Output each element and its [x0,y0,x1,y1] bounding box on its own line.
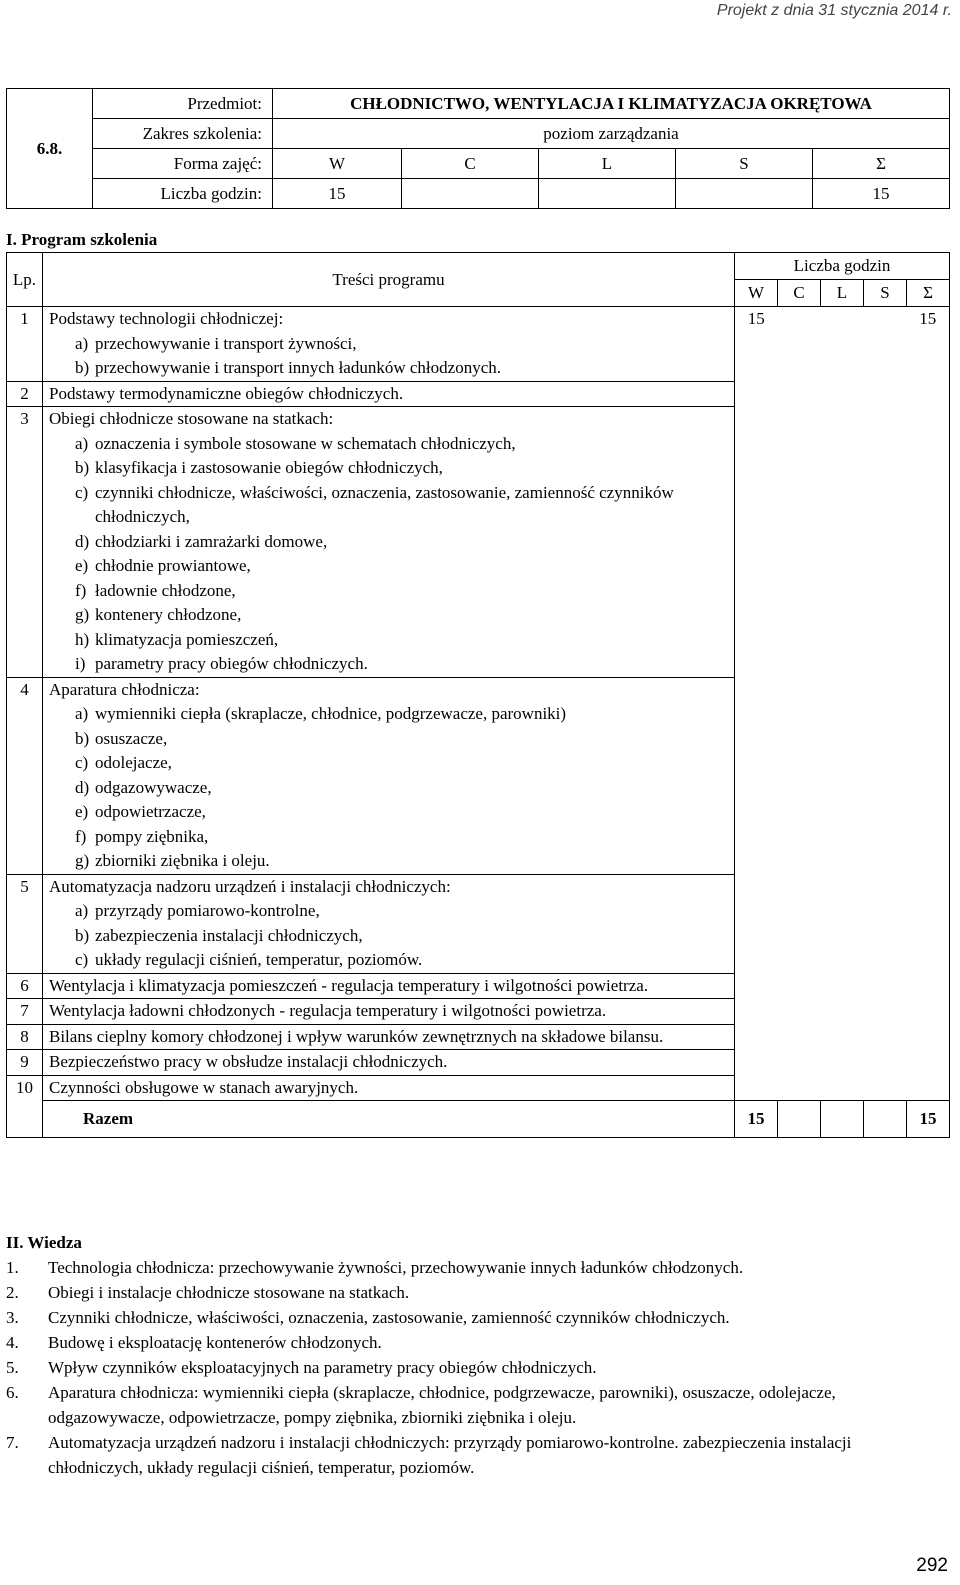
row-hours-w [735,874,778,973]
hours-col-s: S [864,280,907,307]
program-row [7,973,950,999]
row-subitem [49,530,730,555]
row-hours-s [864,407,907,678]
row-subitem [49,356,730,381]
row-number: 2 [7,381,43,407]
subitem-letter: c) [75,950,89,969]
row-hours-sum [907,874,950,973]
row-content [43,1050,735,1076]
program-row [7,874,950,973]
row-hours-sum [907,677,950,874]
row-hours-w [735,1024,778,1050]
subitem-text: czynniki chłodnicze, właściwości, oznaczenia, zastosowanie, zamienność czynników chłodniczych, [95,482,674,526]
row-hours-c [778,874,821,973]
knowledge-list [6,1255,946,1480]
row-hours-w [735,1050,778,1076]
row-hours-c [778,1075,821,1101]
hours-c [402,179,539,209]
row-hours-s [864,381,907,407]
subject-info-table [6,88,950,209]
subject-number: 6.8. [7,89,93,209]
document-header-note: Projekt z dnia 31 stycznia 2014 r. [716,2,952,19]
row-number: 8 [7,1024,43,1050]
row-hours-l [821,1024,864,1050]
knowledge-item [6,1330,946,1355]
row-title: Wentylacja i klimatyzacja pomieszczeń - regulacja temperatury i wilgotności powietrza. [49,975,649,995]
subitem-letter: a) [75,704,89,723]
subitem-text: osuszacze, [95,728,168,748]
knowledge-title: II. Wiedza [6,1233,82,1252]
program-row [7,307,950,382]
subitem-letter: b) [75,728,90,748]
scope-value: poziom zarządzania [273,119,950,149]
row-hours-c [778,1024,821,1050]
row-hours-c [778,677,821,874]
total-l [821,1101,864,1138]
row-number: 4 [7,677,43,874]
form-w: W [273,149,402,179]
row-hours-l [821,407,864,678]
row-content [43,874,735,973]
subitem-text: zbiorniki ziębnika i oleju. [95,851,270,870]
knowledge-item-text: Czynniki chłodnicze, właściwości, oznaczenia, zastosowanie, zamienność czynników chłodniczych. [48,1308,730,1327]
row-hours-sum [907,973,950,999]
row-subitem [49,849,730,874]
row-title: Podstawy technologii chłodniczej: [49,309,284,328]
row-title: Wentylacja ładowni chłodzonych - regulacja temperatury i wilgotności powietrza. [49,1001,607,1020]
subitem-text: klimatyzacja pomieszczeń, [95,629,279,649]
knowledge-item-number: 5. [6,1358,19,1377]
column-lp: Lp. [7,253,43,307]
row-subitem [49,432,730,457]
row-hours-c [778,407,821,678]
subitem-text: parametry pracy obiegów chłodniczych. [95,654,368,673]
subitem-text: układy regulacji ciśnień, temperatur, poziomów. [95,950,423,969]
hours-w: 15 [273,179,402,209]
row-subitem [49,924,730,949]
hours-col-c: C [778,280,821,307]
subitem-letter: i) [75,654,86,673]
total-row [7,1101,950,1138]
subitem-letter: a) [75,333,89,353]
row-title: Obiegi chłodnicze stosowane na statkach: [49,409,334,428]
row-number: 1 [7,307,43,382]
row-title: Czynności obsługowe w stanach awaryjnych. [49,1077,359,1097]
row-hours-w [735,677,778,874]
subitem-letter: d) [75,777,90,797]
knowledge-section [6,1230,946,1480]
row-title: Aparatura chłodnicza: [49,679,200,699]
knowledge-item-number: 7. [6,1433,19,1452]
subitem-letter: e) [75,556,89,575]
row-number: 6 [7,973,43,999]
total-w: 15 [735,1101,778,1138]
knowledge-item-text: Budowę i eksploatację kontenerów chłodzonych. [48,1333,382,1352]
scope-label: Zakres szkolenia: [93,119,273,149]
row-hours-s [864,677,907,874]
subitem-letter: g) [75,851,90,870]
subitem-text: chłodnie prowiantowe, [95,556,251,575]
subitem-text: odolejacze, [95,753,172,772]
hours-l [539,179,676,209]
row-content [43,999,735,1025]
knowledge-item-text: Aparatura chłodnicza: wymienniki ciepła (skraplacze, chłodnice, podgrzewacze, parowniki), osuszacze, odolejacze, odgazowywacze, odpowietrzacze, pompy ziębnika, zbiorniki ziębnika i oleju. [48,1383,836,1427]
subitem-letter: f) [75,580,87,600]
subject-label: Przedmiot: [93,89,273,119]
row-number: 9 [7,1050,43,1076]
row-hours-l [821,381,864,407]
subitem-text: odgazowywacze, [95,777,212,797]
total-s [864,1101,907,1138]
hours-sum: 15 [813,179,950,209]
row-number: 10 [7,1075,43,1101]
subitem-letter: f) [75,826,87,846]
row-subitem [49,702,730,727]
row-hours-l [821,973,864,999]
row-subitem [49,825,730,850]
subitem-text: pompy ziębnika, [95,826,209,846]
subitem-letter: c) [75,753,89,772]
subitem-letter: h) [75,629,90,649]
page-number: 292 [916,1555,948,1576]
total-c [778,1101,821,1138]
row-hours-w [735,973,778,999]
knowledge-item-number: 1. [6,1258,19,1277]
row-hours-l [821,999,864,1025]
program-row [7,999,950,1025]
row-hours-sum [907,1024,950,1050]
row-hours-s [864,1024,907,1050]
subitem-text: przechowywanie i transport żywności, [95,333,357,353]
row-subitem [49,579,730,604]
row-content [43,677,735,874]
row-hours-l [821,874,864,973]
row-number: 5 [7,874,43,973]
hours-col-w: W [735,280,778,307]
row-hours-sum [907,407,950,678]
hours-label: Liczba godzin: [93,179,273,209]
row-content [43,973,735,999]
subitem-text: klasyfikacja i zastosowanie obiegów chłodniczych, [95,458,443,477]
row-hours-l [821,307,864,382]
row-hours-sum [907,381,950,407]
row-subitem [49,948,730,973]
row-content [43,381,735,407]
row-number: 3 [7,407,43,678]
form-l: L [539,149,676,179]
row-subitem [49,332,730,357]
row-hours-c [778,381,821,407]
row-content [43,407,735,678]
subitem-text: przyrządy pomiarowo-kontrolne, [95,901,320,920]
row-hours-sum [907,1075,950,1101]
row-subitem [49,727,730,752]
program-table [6,252,950,1138]
row-hours-w [735,381,778,407]
subitem-letter: e) [75,802,89,821]
row-hours-l [821,1075,864,1101]
row-hours-w [735,999,778,1025]
row-hours-w [735,407,778,678]
subitem-text: przechowywanie i transport innych ładunków chłodzonych. [95,358,501,377]
knowledge-item-text: Technologia chłodnicza: przechowywanie żywności, przechowywanie innych ładunków chłodzonych. [48,1258,744,1277]
subitem-letter: b) [75,458,90,477]
program-section-title: I. Program szkolenia [6,230,158,249]
row-subitem [49,776,730,801]
row-subitem [49,456,730,481]
hours-s [676,179,813,209]
form-label: Forma zajęć: [93,149,273,179]
program-row [7,407,950,678]
row-subitem [49,481,730,530]
knowledge-item [6,1430,946,1480]
row-hours-c [778,999,821,1025]
row-hours-sum [907,1050,950,1076]
program-row [7,1075,950,1101]
form-s: S [676,149,813,179]
row-content [43,307,735,382]
total-label: Razem [43,1101,735,1138]
knowledge-item-number: 3. [6,1308,19,1327]
knowledge-item-text: Wpływ czynników eksploatacyjnych na parametry pracy obiegów chłodniczych. [48,1358,597,1377]
subitem-text: odpowietrzacze, [95,802,206,821]
knowledge-item [6,1280,946,1305]
subitem-letter: g) [75,605,90,624]
subitem-text: oznaczenia i symbole stosowane w schematach chłodniczych, [95,433,516,453]
hours-col-l: L [821,280,864,307]
row-subitem [49,554,730,579]
hours-col-sum: Σ [907,280,950,307]
row-number: 7 [7,999,43,1025]
row-subitem [49,628,730,653]
subitem-letter: d) [75,531,90,551]
knowledge-item-number: 2. [6,1283,19,1302]
knowledge-item [6,1380,946,1430]
row-hours-sum [907,999,950,1025]
row-hours-s [864,1050,907,1076]
row-hours-sum: 15 [907,307,950,382]
subject-name: CHŁODNICTWO, WENTYLACJA I KLIMATYZACJA OKRĘTOWA [273,89,950,119]
row-hours-l [821,677,864,874]
row-subitem [49,603,730,628]
row-hours-s [864,874,907,973]
row-hours-c [778,1050,821,1076]
row-title: Bilans cieplny komory chłodzonej i wpływ warunków zewnętrznych na składowe bilansu. [49,1026,664,1046]
subitem-letter: a) [75,433,89,453]
row-subitem [49,751,730,776]
program-row [7,1050,950,1076]
knowledge-item-text: Automatyzacja urządzeń nadzoru i instalacji chłodniczych: przyrządy pomiarowo-kontrolne. zabezpieczenia instalacji chłodniczych, układy regulacji ciśnień, temperatur, poziomów. [48,1433,852,1477]
subitem-letter: b) [75,925,90,945]
row-hours-s [864,973,907,999]
row-hours-w: 15 [735,307,778,382]
row-title: Bezpieczeństwo pracy w obsłudze instalacji chłodniczych. [49,1052,448,1071]
subitem-letter: a) [75,901,89,920]
subitem-letter: c) [75,482,89,502]
knowledge-item-number: 6. [6,1383,19,1402]
program-row [7,677,950,874]
knowledge-item [6,1355,946,1380]
row-hours-s [864,1075,907,1101]
row-hours-w [735,1075,778,1101]
row-content [43,1024,735,1050]
row-hours-s [864,999,907,1025]
row-subitem [49,652,730,677]
knowledge-item [6,1255,946,1280]
subitem-text: wymienniki ciepła (skraplacze, chłodnice, podgrzewacze, parowniki) [95,704,567,723]
row-subitem [49,800,730,825]
subitem-text: ładownie chłodzone, [95,580,236,600]
row-hours-c [778,307,821,382]
row-subitem [49,899,730,924]
row-title: Podstawy termodynamiczne obiegów chłodniczych. [49,383,404,403]
row-hours-l [821,1050,864,1076]
column-hours: Liczba godzin [735,253,950,280]
knowledge-item-number: 4. [6,1333,19,1352]
column-content: Treści programu [43,253,735,307]
knowledge-item [6,1305,946,1330]
subitem-text: zabezpieczenia instalacji chłodniczych, [95,925,363,945]
subitem-text: kontenery chłodzone, [95,605,242,624]
program-row [7,1024,950,1050]
row-hours-c [778,973,821,999]
row-title: Automatyzacja nadzoru urządzeń i instalacji chłodniczych: [49,876,451,896]
row-content [43,1075,735,1101]
program-rows [7,307,950,1101]
subitem-text: chłodziarki i zamrażarki domowe, [95,531,328,551]
subitem-letter: b) [75,358,90,377]
form-sum: Σ [813,149,950,179]
form-c: C [402,149,539,179]
program-row [7,381,950,407]
knowledge-item-text: Obiegi i instalacje chłodnicze stosowane na statkach. [48,1283,410,1302]
total-sum: 15 [907,1101,950,1138]
row-hours-s [864,307,907,382]
